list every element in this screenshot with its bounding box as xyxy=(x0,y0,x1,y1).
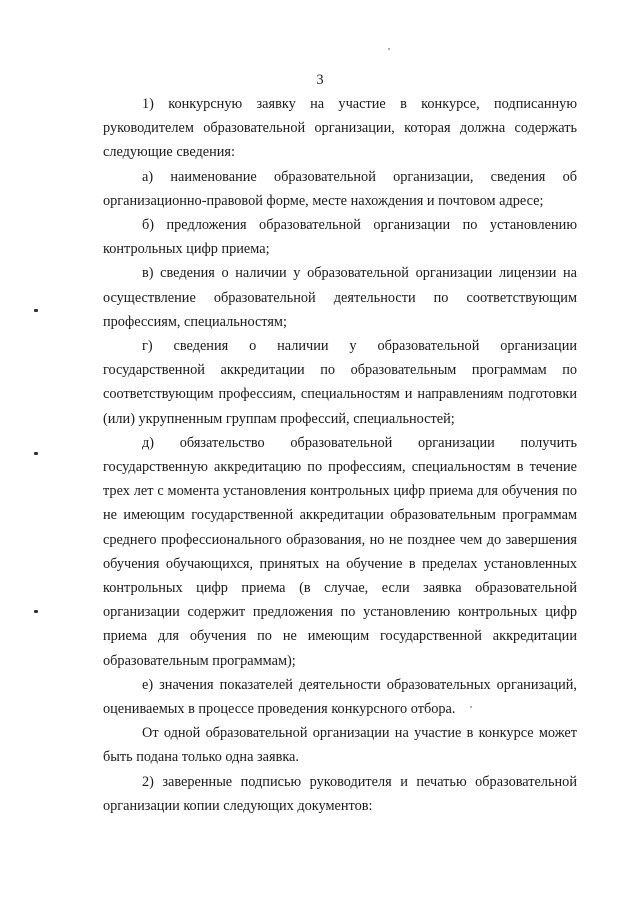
paragraph-item-1c: в) сведения о наличии у образовательной организации лицензии на осуществление образовательной деятельности по соответствующим профессиям, специальностям; xyxy=(103,265,577,330)
document-body xyxy=(103,92,577,818)
paragraph-item-1e: д) обязательство образовательной организации получить государственную аккредитацию по профессиям, специальностям в течение трех лет с момента установления контрольных цифр приема для обучения по не имеющим государственной аккредитации образовательным программам среднего профессионального образования, но не позднее чем до завершения обучения обучающихся, принятых на обучение в пределах установленных контрольных цифр приема (в случае, если заявка образовательной организации содержит предложения по установлению контрольных цифр приема для обучения по не имеющим государственной аккредитации образовательным программам); xyxy=(103,434,577,669)
scan-mark xyxy=(34,452,38,455)
page-number: 3 xyxy=(316,72,324,88)
paragraph-item-1b: б) предложения образовательной организации по установлению контрольных цифр приема; xyxy=(103,217,577,258)
paragraph-single-application: От одной образовательной организации на участие в конкурсе может быть подана только одна заявка. xyxy=(103,725,577,766)
paragraph-item-2: 2) заверенные подписью руководителя и печатью образовательной организации копии следующих документов: xyxy=(103,773,577,814)
scan-speck xyxy=(388,48,390,50)
paragraph-item-1: 1) конкурсную заявку на участие в конкурсе, подписанную руководителем образовательной организации, которая должна содержать следующие сведения: xyxy=(103,96,577,161)
paragraph-item-1a: а) наименование образовательной организации, сведения об организационно-правовой форме, месте нахождения и почтовом адресе; xyxy=(103,168,577,209)
paragraph-item-1d: г) сведения о наличии у образовательной организации государственной аккредитации по образовательным программам по соответствующим профессиям, специальностям и направлениям подготовки (или) укрупненным группам профессий, специальностей; xyxy=(103,338,577,427)
scan-mark xyxy=(34,610,38,613)
scan-mark xyxy=(34,309,38,312)
scan-speck xyxy=(470,706,472,708)
paragraph-item-1f: е) значения показателей деятельности образовательных организаций, оцениваемых в процессе проведения конкурсного отбора. xyxy=(103,676,577,718)
